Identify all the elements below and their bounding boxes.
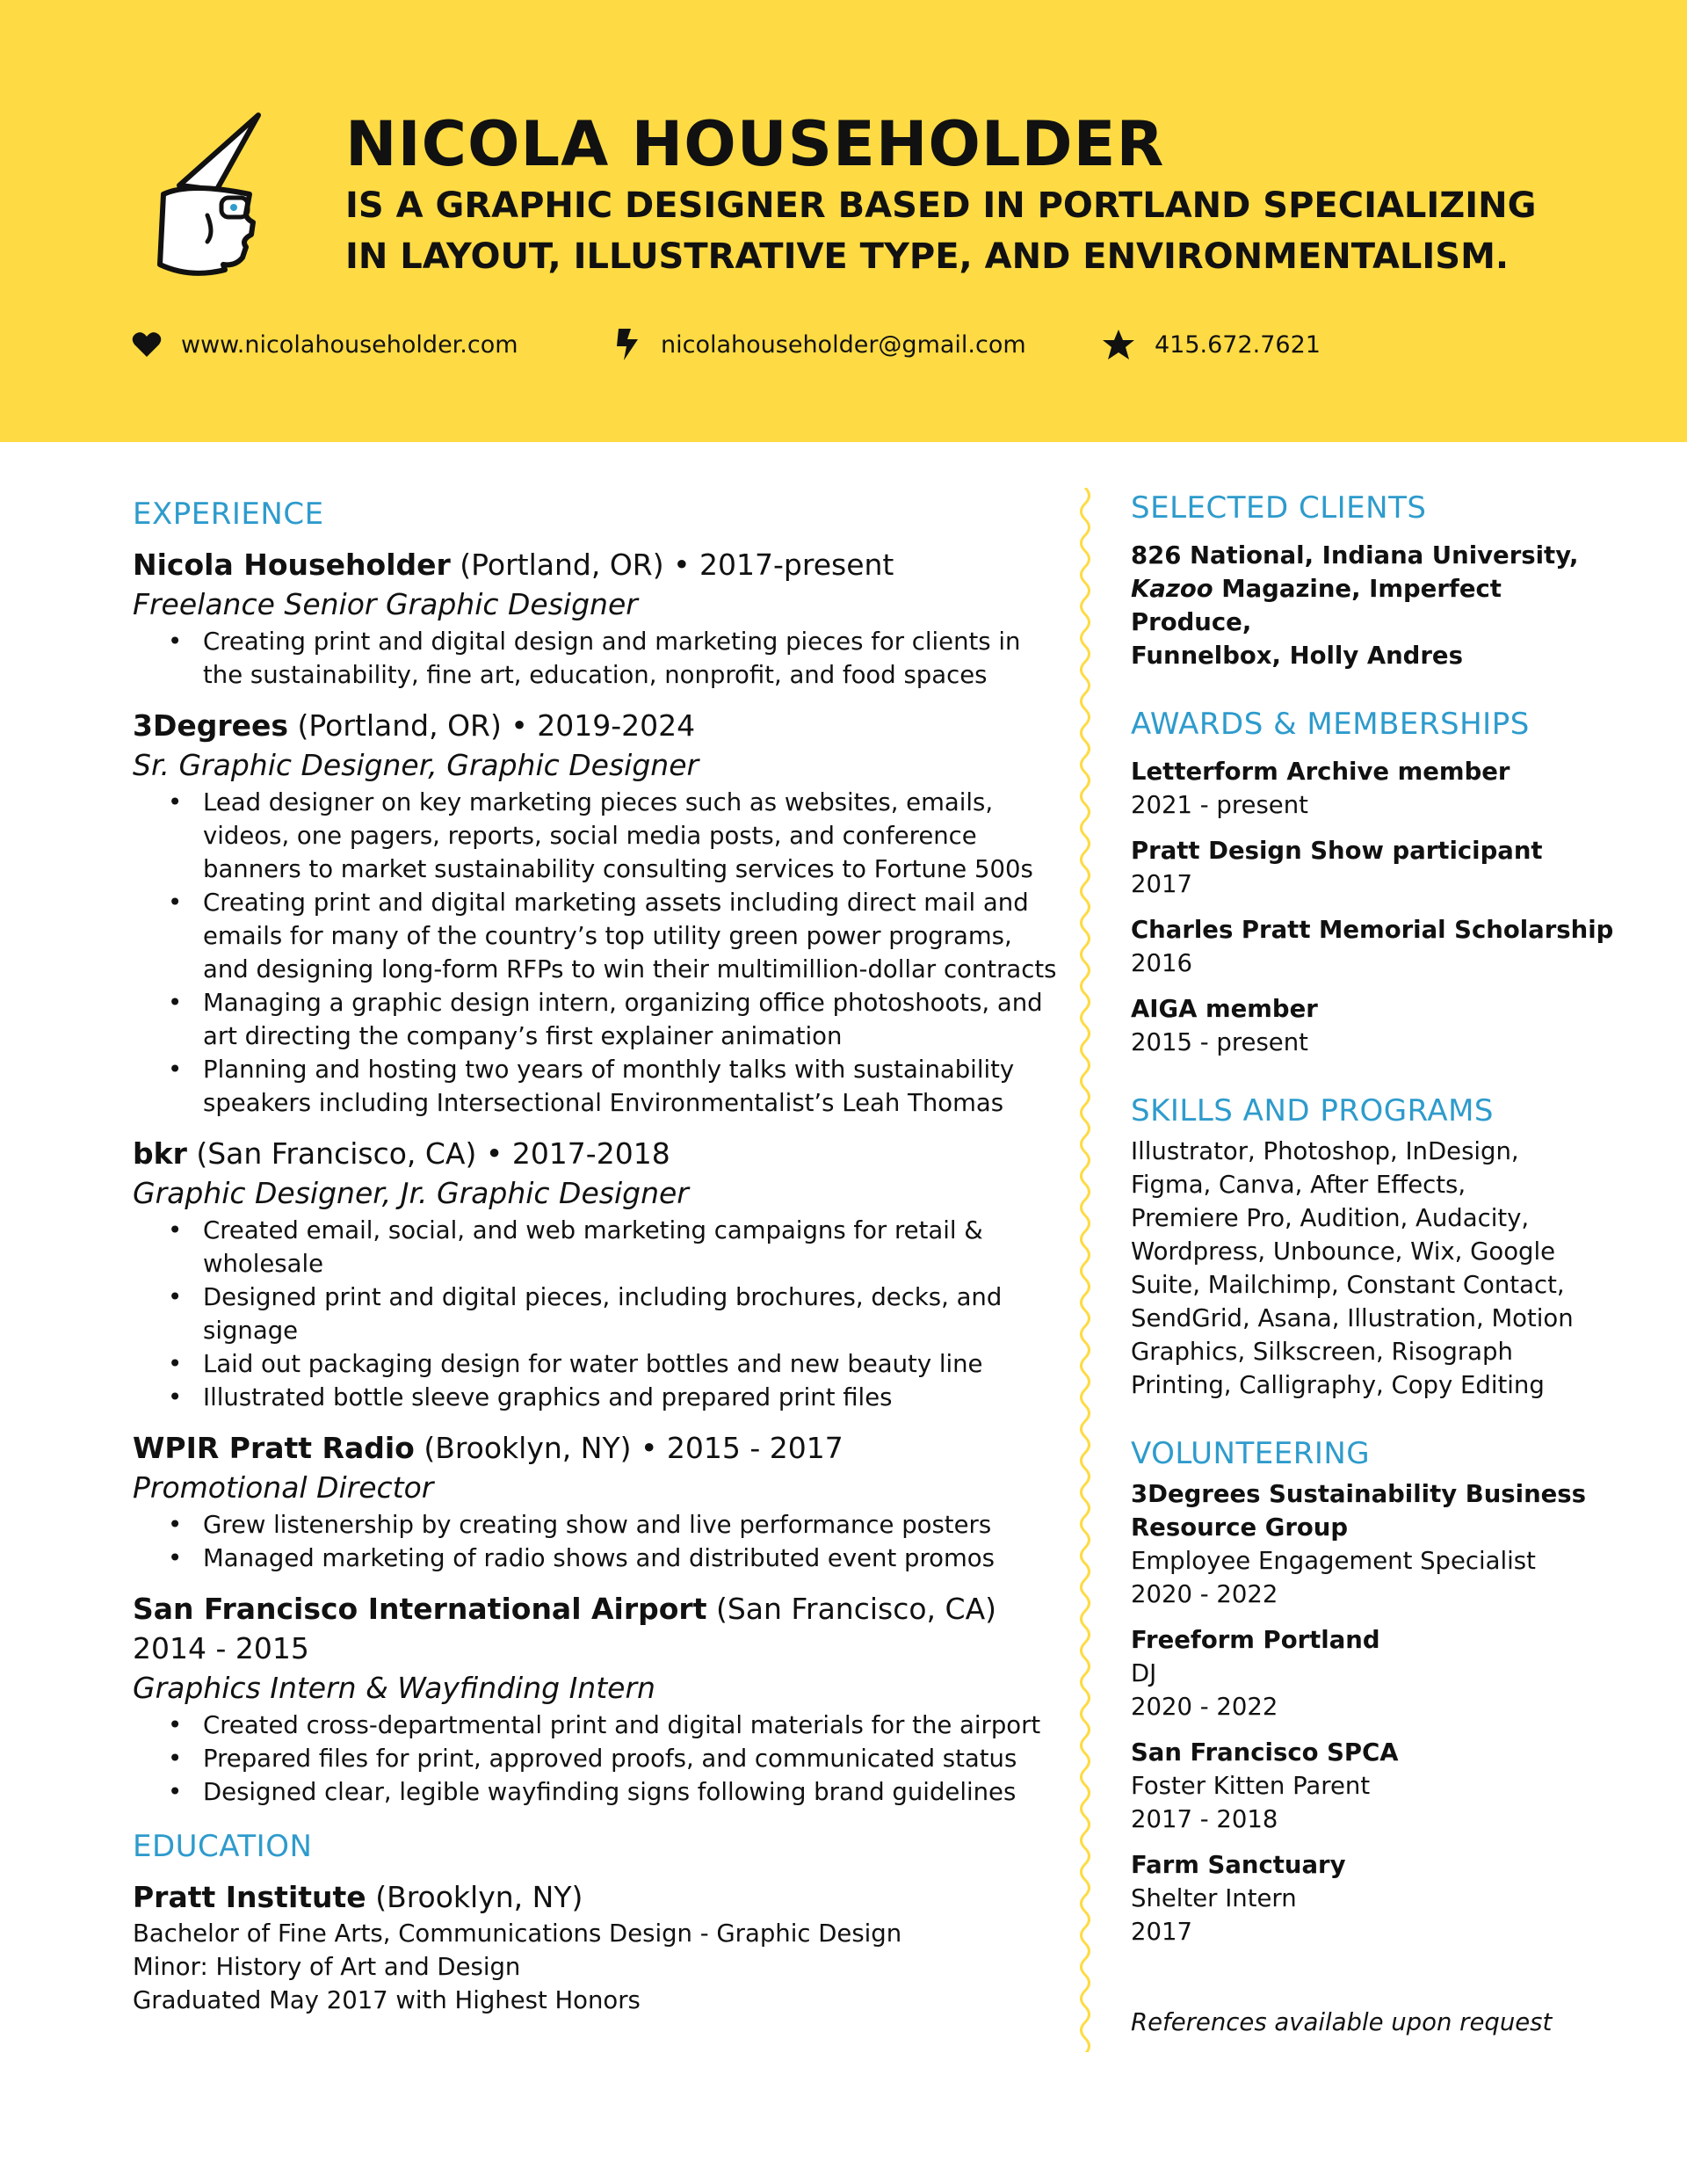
job-role: Freelance Senior Graphic Designer — [133, 587, 638, 621]
tagline-line-2: IN LAYOUT, ILLUSTRATIVE TYPE, AND ENVIRONMENTALISM. — [345, 236, 1510, 277]
job-company: Nicola Householder — [133, 548, 451, 582]
job-dates: 2014 - 2015 — [133, 1631, 309, 1665]
job-role: Graphics Intern & Wayfinding Intern — [133, 1671, 655, 1705]
award-name: AIGA member — [1131, 995, 1318, 1023]
volunteering-title: VOLUNTEERING — [1131, 1436, 1371, 1471]
bullet-item: • Designed print and digital pieces, including brochures, decks, and signage — [168, 1281, 1064, 1347]
job-bullets — [133, 1508, 1064, 1575]
contact-phone[interactable] — [1102, 327, 1321, 362]
award-date: 2021 - present — [1131, 791, 1308, 819]
skills-line: SendGrid, Asana, Illustration, Motion — [1131, 1304, 1574, 1332]
volunteer-org: 3Degrees Sustainability Business — [1131, 1480, 1587, 1508]
job-bullets — [133, 625, 1064, 692]
job-bullets — [133, 786, 1064, 1120]
volunteer-item — [1131, 1848, 1623, 1948]
right-column — [1131, 486, 1623, 1978]
client-kazoo: Kazoo — [1131, 575, 1213, 603]
awards-title: AWARDS & MEMBERSHIPS — [1131, 707, 1530, 742]
phone-number[interactable]: 415.672.7621 — [1155, 330, 1321, 359]
job-entry — [133, 545, 1064, 692]
job-meta: (Portland, OR) • 2019-2024 — [288, 708, 696, 743]
clients-list — [1131, 539, 1623, 672]
header-banner — [0, 0, 1687, 442]
award-date: 2016 — [1131, 949, 1192, 977]
job-meta: (San Francisco, CA) • 2017-2018 — [186, 1136, 670, 1171]
job-entry — [133, 706, 1064, 1120]
award-item — [1131, 834, 1623, 901]
volunteer-item — [1131, 1736, 1623, 1836]
job-bullets — [133, 1709, 1064, 1809]
left-column — [133, 492, 1064, 2017]
volunteer-date: 2020 - 2022 — [1131, 1693, 1278, 1721]
star-icon — [1102, 329, 1135, 360]
bullet-item: • Managed marketing of radio shows and distributed event promos — [168, 1542, 1064, 1575]
award-item — [1131, 992, 1623, 1059]
clients-line: 826 National, Indiana University, — [1131, 541, 1579, 570]
volunteer-item — [1131, 1623, 1623, 1723]
job-company: 3Degrees — [133, 708, 289, 743]
school-location: (Brooklyn, NY) — [366, 1880, 583, 1914]
heart-icon — [132, 331, 162, 358]
skills-line: Figma, Canva, After Effects, — [1131, 1171, 1466, 1199]
job-heading — [133, 1428, 1064, 1468]
job-heading — [133, 706, 1064, 745]
clients-title: SELECTED CLIENTS — [1131, 490, 1427, 526]
school-heading — [133, 1877, 1064, 1917]
job-entry — [133, 1589, 1064, 1809]
awards-section — [1131, 702, 1623, 1059]
volunteer-date: 2017 — [1131, 1918, 1192, 1946]
bullet-item: • Designed clear, legible wayfinding signs following brand guidelines — [168, 1775, 1064, 1809]
skills-list — [1131, 1135, 1623, 1402]
job-heading — [133, 1134, 1064, 1173]
award-item — [1131, 755, 1623, 822]
person-name: NICOLA HOUSEHOLDER — [345, 108, 1165, 180]
clients-section — [1131, 486, 1623, 672]
skills-line: Illustrator, Photoshop, InDesign, — [1131, 1137, 1519, 1165]
job-company: bkr — [133, 1136, 187, 1171]
volunteer-org: Farm Sanctuary — [1131, 1851, 1346, 1879]
skills-line: Premiere Pro, Audition, Audacity, — [1131, 1204, 1530, 1232]
skills-line: Graphics, Silkscreen, Risograph — [1131, 1338, 1513, 1366]
job-bullets — [133, 1214, 1064, 1414]
wavy-divider — [1074, 488, 1097, 2052]
clients-line: Funnelbox, Holly Andres — [1131, 642, 1463, 670]
volunteer-role: Foster Kitten Parent — [1131, 1772, 1371, 1800]
experience-title: EXPERIENCE — [133, 497, 324, 532]
bullet-item: • Managing a graphic design intern, organizing office photoshoots, and art directing the company’s first explainer animation — [168, 986, 1064, 1053]
lightning-bolt-icon — [615, 327, 641, 362]
bullet-item: • Planning and hosting two years of monthly talks with sustainability speakers including Intersectional Environmentalist’s Leah Thomas — [168, 1053, 1064, 1120]
skills-line: Printing, Calligraphy, Copy Editing — [1131, 1371, 1545, 1399]
job-meta: (Brooklyn, NY) • 2015 - 2017 — [414, 1431, 844, 1465]
bullet-item: • Creating print and digital design and marketing pieces for clients in the sustainability, fine art, education, nonprofit, and food spaces — [168, 625, 1064, 692]
job-heading — [133, 1589, 1064, 1629]
skills-section — [1131, 1089, 1623, 1402]
job-heading — [133, 545, 1064, 584]
skills-line: Suite, Mailchimp, Constant Contact, — [1131, 1271, 1565, 1299]
award-name: Pratt Design Show participant — [1131, 837, 1543, 865]
bullet-item: • Created email, social, and web marketing campaigns for retail & wholesale — [168, 1214, 1064, 1281]
clients-line-rest: Magazine, Imperfect Produce, — [1131, 575, 1502, 636]
award-name: Charles Pratt Memorial Scholarship — [1131, 916, 1614, 944]
volunteer-date: 2017 - 2018 — [1131, 1805, 1278, 1833]
job-entry — [133, 1134, 1064, 1414]
job-company: San Francisco International Airport — [133, 1592, 707, 1626]
volunteer-role: Employee Engagement Specialist — [1131, 1547, 1536, 1575]
award-date: 2015 - present — [1131, 1028, 1308, 1056]
bullet-item: • Illustrated bottle sleeve graphics and prepared print files — [168, 1381, 1064, 1414]
email-link[interactable]: nicolahouseholder@gmail.com — [661, 330, 1026, 359]
contact-website[interactable] — [132, 327, 518, 362]
school-name: Pratt Institute — [133, 1880, 366, 1914]
education-honors: Graduated May 2017 with Highest Honors — [133, 1986, 641, 2014]
volunteering-section — [1131, 1432, 1623, 1948]
bullet-item: • Laid out packaging design for water bottles and new beauty line — [168, 1347, 1064, 1381]
education-section — [133, 1825, 1064, 2017]
website-link[interactable]: www.nicolahouseholder.com — [181, 330, 518, 359]
volunteer-date: 2020 - 2022 — [1131, 1580, 1278, 1608]
job-entry — [133, 1428, 1064, 1575]
bullet-item: • Lead designer on key marketing pieces such as websites, emails, videos, one pagers, reports, social media posts, and conference banners to market sustainability consulting services to Fortune 500s — [168, 786, 1064, 886]
skills-line: Wordpress, Unbounce, Wix, Google — [1131, 1237, 1556, 1266]
job-role: Graphic Designer, Jr. Graphic Designer — [133, 1176, 689, 1210]
contact-email[interactable] — [615, 327, 1026, 362]
education-title: EDUCATION — [133, 1829, 313, 1864]
job-role: Sr. Graphic Designer, Graphic Designer — [133, 748, 699, 782]
award-date: 2017 — [1131, 870, 1192, 898]
bullet-item: • Created cross-departmental print and digital materials for the airport — [168, 1709, 1064, 1742]
volunteer-org: San Francisco SPCA — [1131, 1738, 1399, 1767]
volunteer-role: DJ — [1131, 1659, 1157, 1687]
bullet-item: • Creating print and digital marketing assets including direct mail and emails for many of the country’s top utility green power programs, and designing long-form RFPs to win their multimillion-dollar contracts — [168, 886, 1064, 986]
volunteer-org: Resource Group — [1131, 1513, 1349, 1542]
volunteer-item — [1131, 1477, 1623, 1611]
job-role: Promotional Director — [133, 1470, 434, 1505]
skills-title: SKILLS AND PROGRAMS — [1131, 1093, 1495, 1128]
avatar-illustration — [155, 110, 295, 277]
job-meta: (Portland, OR) • 2017-present — [450, 548, 894, 582]
references-note: References available upon request — [1131, 2008, 1553, 2036]
volunteer-org: Freeform Portland — [1131, 1626, 1380, 1654]
tagline — [345, 180, 1537, 282]
job-company: WPIR Pratt Radio — [133, 1431, 415, 1465]
award-item — [1131, 913, 1623, 980]
clients-line — [1131, 572, 1623, 639]
volunteer-role: Shelter Intern — [1131, 1884, 1297, 1912]
education-minor: Minor: History of Art and Design — [133, 1953, 521, 1981]
tagline-line-1: IS A GRAPHIC DESIGNER BASED IN PORTLAND SPECIALIZING — [345, 185, 1537, 226]
job-meta: (San Francisco, CA) — [706, 1592, 997, 1626]
bullet-item: • Grew listenership by creating show and live performance posters — [168, 1508, 1064, 1542]
award-name: Letterform Archive member — [1131, 758, 1510, 786]
education-degree: Bachelor of Fine Arts, Communications Design - Graphic Design — [133, 1919, 902, 1948]
bullet-item: • Prepared files for print, approved proofs, and communicated status — [168, 1742, 1064, 1775]
